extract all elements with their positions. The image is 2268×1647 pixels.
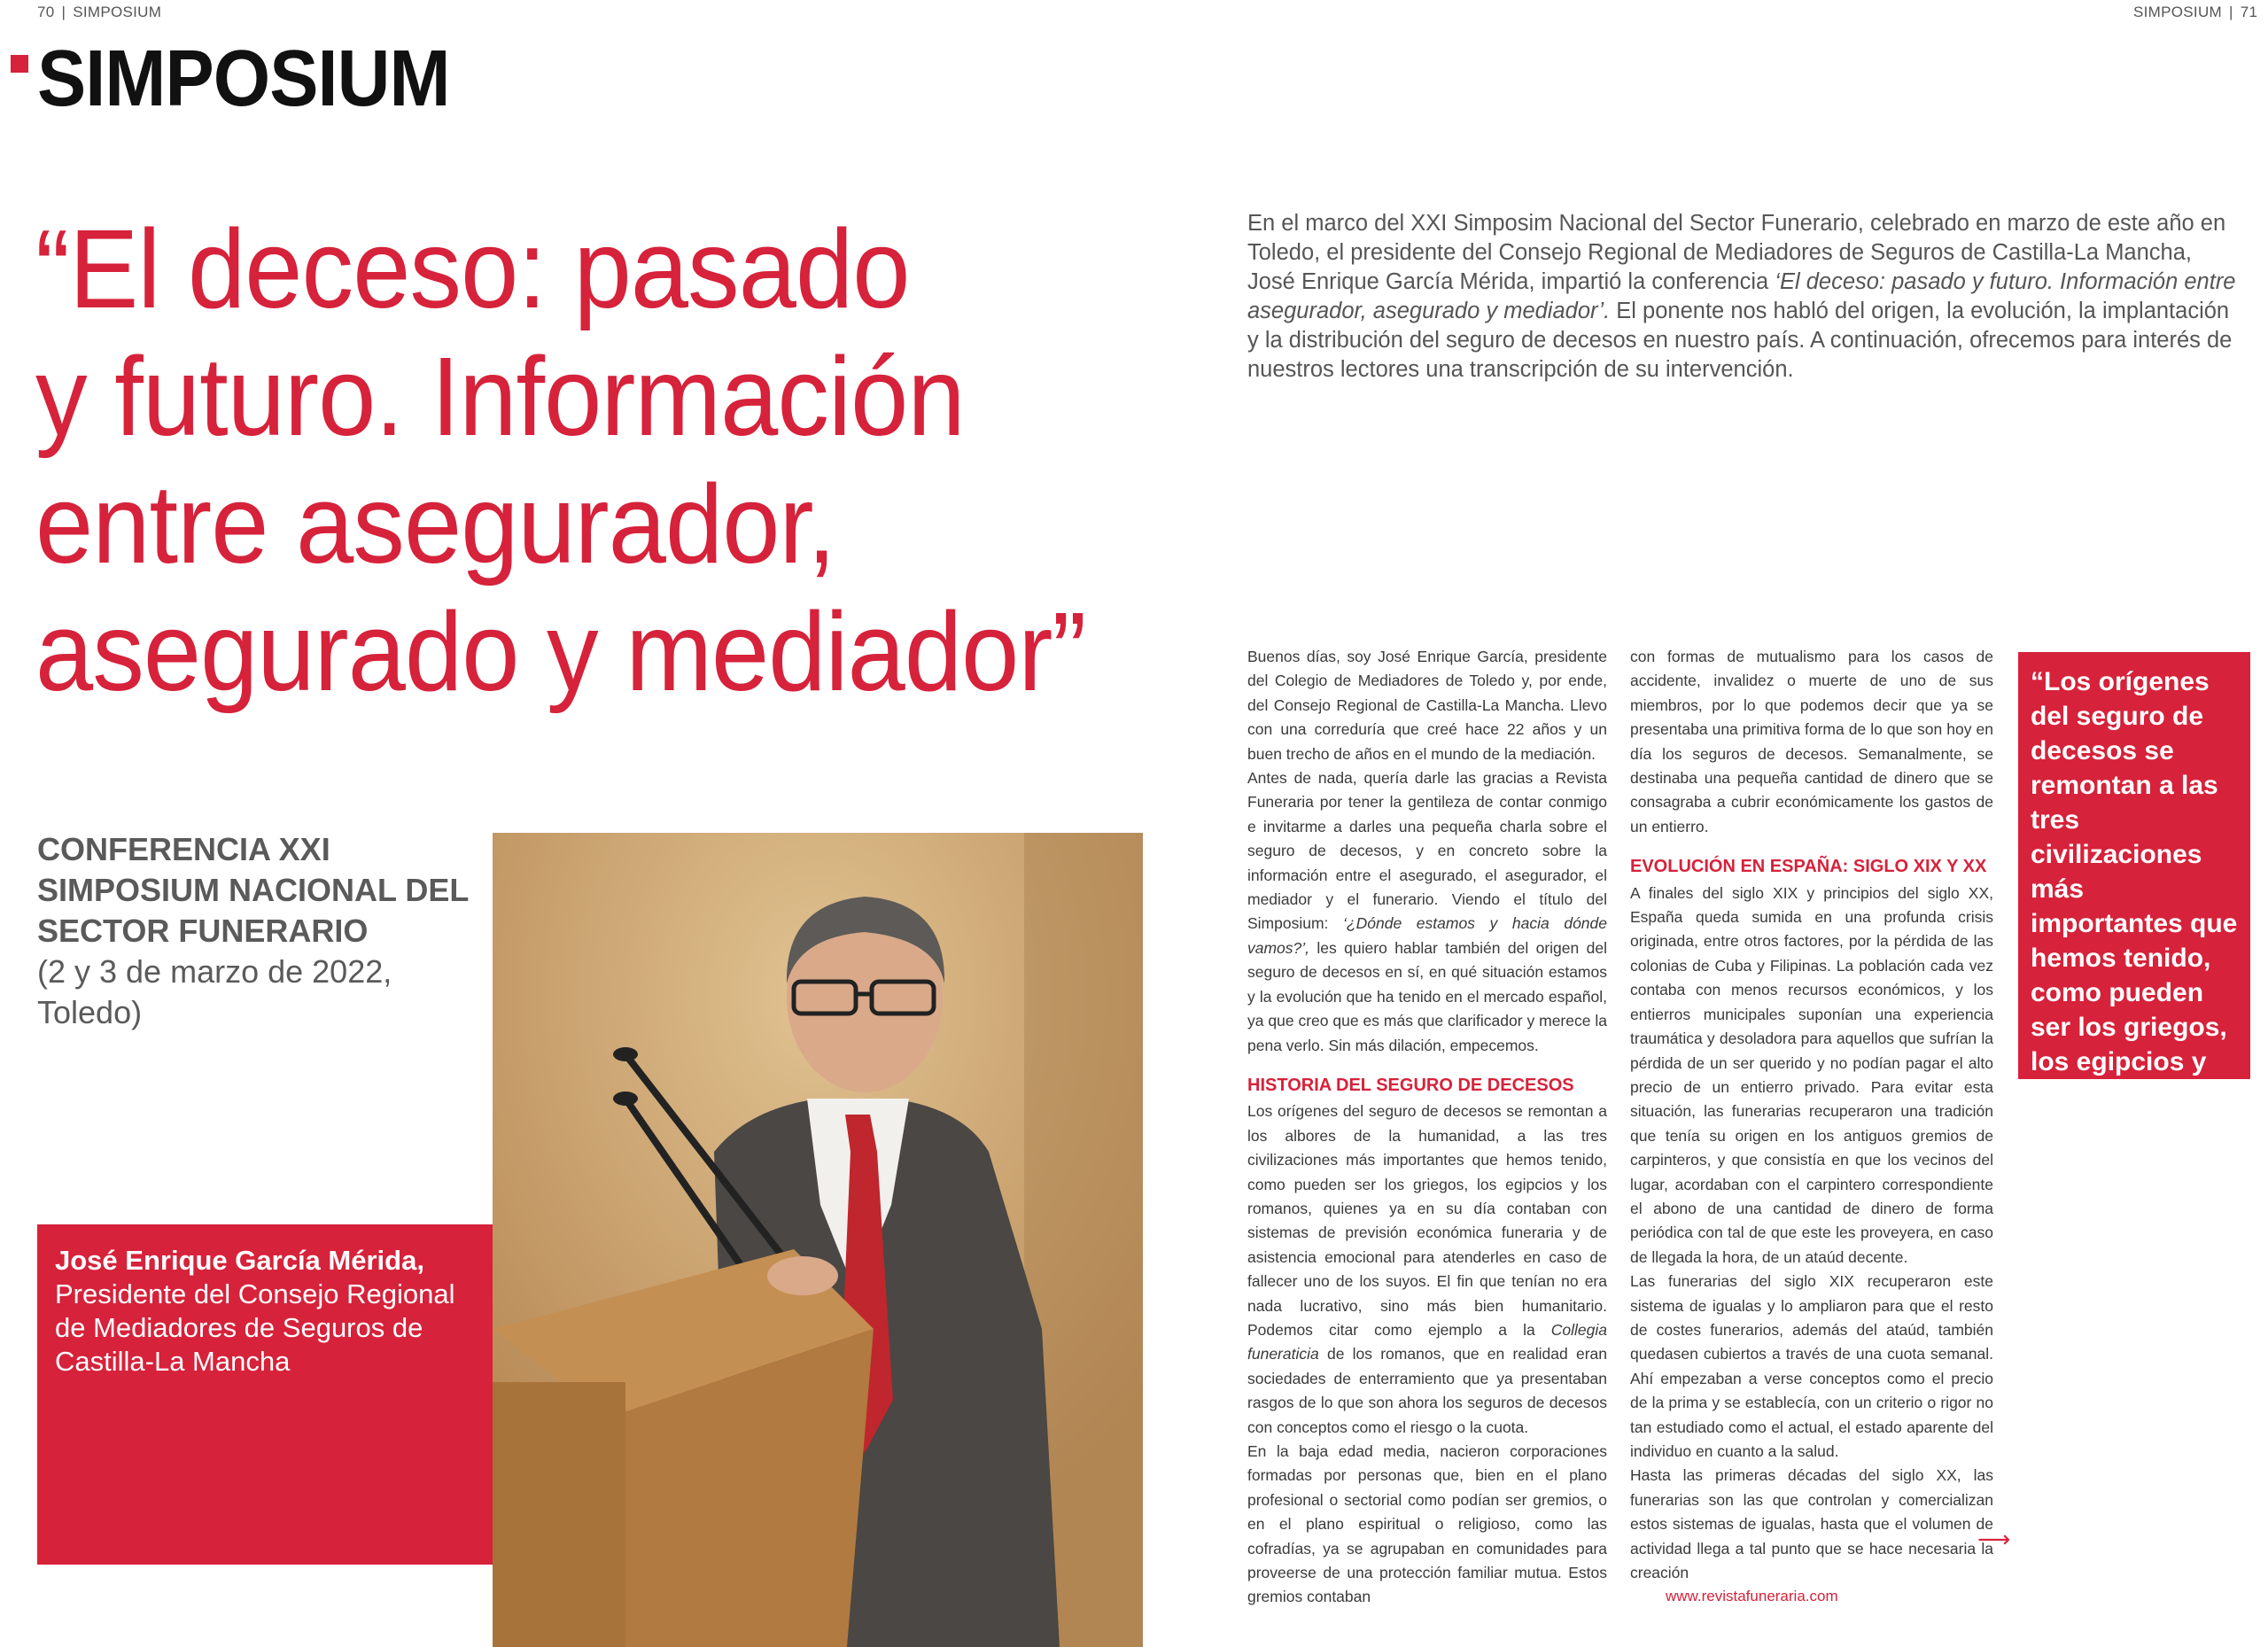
paragraph: A finales del siglo XIX y principios del siglo XX, España queda sumida en una profunda crisis originada, entre otros factores, por la pérdida de las colonias de Cuba y Filipinas. La población cada vez contaba con menos recursos económicos, y los entierros municipales suponían una experiencia traumática y desoladora para aquellos que sufrían la pérdida de un ser querido y no podían pagar el alto precio de un entierro privado. Para evitar esta situación, las funerarias recuperaron una tradición que tenía su origen en los antiguos gremios de carpinteros, y que consistía en que los vecinos del lugar, acordaban con el carpintero correspondiente el abono de una cantidad de dinero de forma periódica con tal de que este les proveyera, en caso de llegada la hora, de un ataúd decente.	[1630, 883, 1993, 1266]
speaker-photo	[493, 833, 1143, 1647]
headline-line: “El deceso: pasado	[35, 206, 910, 331]
headline	[35, 206, 1107, 716]
article-column-2	[1630, 645, 1993, 1585]
headline-line: asegurado y mediador”	[35, 589, 1086, 714]
section-heading: EVOLUCIÓN EN ESPAÑA: SIGLO XIX Y XX	[1630, 857, 1987, 877]
article-column-1	[1247, 645, 1607, 1610]
conference-title: ‘El deceso: pasado y futuro. Información entre asegurador, asegurado y mediador’.	[1247, 269, 2236, 323]
paragraph: Hasta las primeras décadas del siglo XX, las funerarias son las que controlan y comercializan estos sistemas de igualas, hasta que el volumen de actividad llega a tal punto que se hace necesaria la creación	[1630, 1466, 1993, 1582]
speaker-name: José Enrique García Mérida,	[55, 1245, 424, 1276]
paragraph: con formas de mutualismo para los casos de accidente, invalidez o muerte de uno de sus miembros, por lo que podemos decir que ya se presentaba una primitiva forma de lo que son hoy en día los seguros de decesos. Semanalmente, se destinaba una pequeña cantidad de dinero que se consagraba a cubrir económicamente los gastos de un entierro.	[1630, 648, 1993, 835]
paragraph: En la baja edad media, nacieron corporaciones formadas por personas que, bien en el plano profesional o sectorial como podían ser gremios, o en el plano espiritual o religioso, como las cofradías, ya se agrupaban en comunidades para proveerse de una protección familiar mutua. Estos gremios contaban	[1247, 1442, 1607, 1606]
left-folio	[37, 4, 161, 21]
right-folio	[2133, 4, 2257, 21]
speaker-role: Presidente del Consejo Regional de Mediadores de Seguros de Castilla-La Mancha	[55, 1278, 455, 1377]
right-section-label: SIMPOSIUM	[2133, 4, 2222, 20]
paragraph: Antes de nada, quería darle las gracias a Revista Funeraria por tener la gentileza de contar conmigo e invitarme a darles una pequeña charla sobre el seguro de decesos, y en concreto sobre la información entre el asegurado, el asegurador, el mediador y el funerario. Viendo el título del Simposium: ‘¿Dónde estamos y hacia dónde vamos?’, les quiero hablar también del origen del seguro de decesos en sí, en qué situación estamos y la evolución que ha tenido en el mercado español, ya que creo que es más que clarificador y merece la pena verlo. Sin más dilación, empecemos.	[1247, 769, 1608, 1054]
headline-line: entre asegurador,	[35, 462, 835, 587]
right-page-number: 71	[2240, 4, 2258, 20]
pull-quote-box	[2018, 652, 2250, 1111]
folio-separator: |	[2229, 4, 2233, 20]
paragraph: Buenos días, soy José Enrique García, presidente del Colegio de Mediadores de Toledo y, por ende, del Consejo Regional de Castilla-La Mancha. Llevo con una correduría que creé hace 22 años y un buen trecho de años en el mundo de la mediación.	[1247, 648, 1607, 763]
footer-url: www.revistafuneraria.com	[1666, 1588, 1838, 1604]
left-page-number: 70	[37, 4, 55, 20]
headline-line: y futuro. Información	[35, 334, 965, 459]
conference-label	[37, 829, 498, 1033]
paragraph: Las funerarias del siglo XIX recuperaron este sistema de igualas y lo ampliaron para que el resto de costes funerarios, además del ataúd, también quedasen cubiertos a través de una cuota semanal. Ahí empezaban a verse conceptos como el precio de la prima y se establecía, con un criterio o rigor no tan estudiado como el actual, el estado aparente del individuo en cuanto a la salud.	[1630, 1272, 1993, 1460]
continue-arrow-icon: ⟶	[1977, 1526, 2011, 1552]
folio-separator: |	[61, 4, 66, 20]
intro-paragraph: En el marco del XXI Simposim Nacional del Sector Funerario, celebrado en marzo de este año en Toledo, el presidente del Consejo Regional de Mediadores de Seguros de Castilla-La Mancha, José Enrique García Mérida, impartió la conferencia ‘El deceso: pasado y futuro. Información entre asegurador, asegurado y mediador’. El ponente nos habló del origen, la evolución, la implantación y la distribución del seguro de decesos en nuestro país. A continuación, ofrecemos para interés de nuestros lectores una transcripción de su intervención.	[1247, 211, 2236, 382]
conference-dates: (2 y 3 de marzo de 2022, Toledo)	[37, 953, 392, 1030]
conference-name: CONFERENCIA XXI SIMPOSIUM NACIONAL DEL SECTOR FUNERARIO	[37, 831, 469, 949]
section-marker	[11, 55, 28, 73]
pull-quote: “Los orígenes del seguro de decesos se remontan a las tres civilizaciones más importantes que hemos tenido, como pueden ser los griegos, los egipcios y los romanos”	[2031, 667, 2238, 1111]
section-title: SIMPOSIUM	[37, 35, 450, 123]
section-heading: HISTORIA DEL SEGURO DE DECESOS	[1247, 1075, 1574, 1095]
left-section-label: SIMPOSIUM	[73, 4, 162, 20]
speaker-caption-box	[37, 1224, 493, 1565]
paragraph: Los orígenes del seguro de decesos se remontan a los albores de la humanidad, a las tres civilizaciones más importantes que hemos tenido, como pueden ser los griegos, los egipcios y los romanos, quienes ya en su día contaban con sistemas de previsión económica funeraria y de asistencia emocional para atenderles en caso de fallecer uno de los suyos. El fin que tenían no era nada lucrativo, sino más bien humanitario. Podemos citar como ejemplo a la Collegia funeraticia de los romanos, que en realidad eran sociedades de enterramiento que ya presentaban rasgos de lo que son ahora los seguros de decesos con conceptos como el riesgo o la cuota.	[1247, 1102, 1607, 1436]
